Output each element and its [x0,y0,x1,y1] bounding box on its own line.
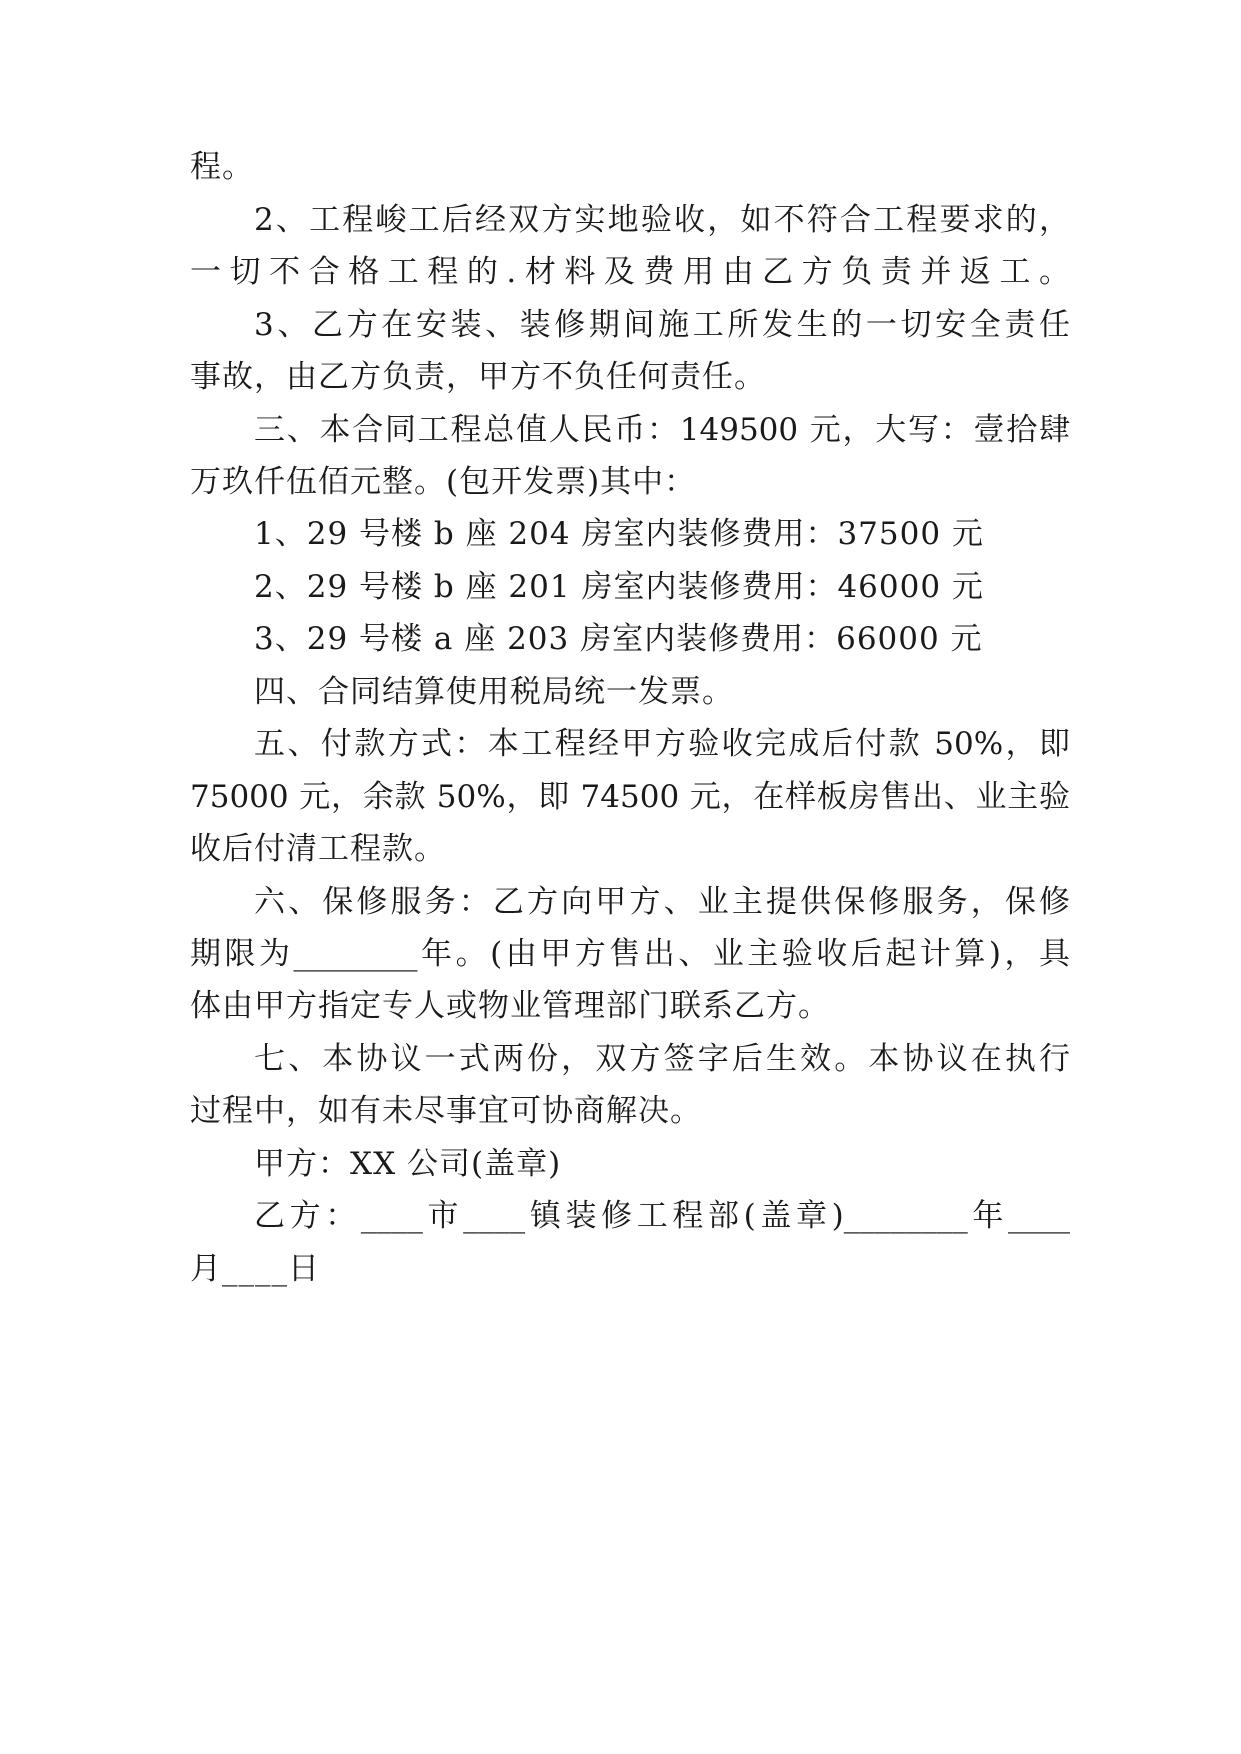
text-line: 1、29 号楼 b 座 204 房室内装修费用：37500 元 [254,516,984,552]
text-line: 期限为________年。(由甲方售出、业主验收后起计算)，具 [190,936,1070,972]
text-line: 事故，由乙方负责，甲方不负任何责任。 [190,359,766,395]
text-line: 三、本合同工程总值人民币：149500 元，大写：壹拾肆 [254,412,1070,448]
text-line: 2、29 号楼 b 座 201 房室内装修费用：46000 元 [254,569,984,605]
text-line: 七、本协议一式两份，双方签字后生效。本协议在执行 [254,1041,1070,1077]
text-line: 月____日 [190,1251,320,1287]
text-line: 2、工程峻工后经双方实地验收，如不符合工程要求的， [254,202,1070,238]
text-line: 过程中，如有未尽事宜可协商解决。 [190,1093,702,1129]
text-line: 五、付款方式：本工程经甲方验收完成后付款 50%，即 [254,726,1070,762]
text-line: 六、保修服务：乙方向甲方、业主提供保修服务，保修 [254,884,1070,920]
text-line: 一切不合格工程的.材料及费用由乙方负责并返工。 [190,254,1070,290]
text-line: 3、乙方在安装、装修期间施工所发生的一切安全责任 [254,307,1070,343]
text-line: 程。 [190,149,254,185]
text-line: 甲方：XX 公司(盖章) [254,1146,562,1182]
text-line: 万玖仟伍佰元整。(包开发票)其中： [190,464,697,500]
text-line: 体由甲方指定专人或物业管理部门联系乙方。 [190,988,830,1024]
text-line: 四、合同结算使用税局统一发票。 [254,674,734,710]
text-line: 收后付清工程款。 [190,831,446,867]
text-line: 乙方：____市____镇装修工程部(盖章)________年____ [254,1198,1070,1234]
text-line: 3、29 号楼 a 座 203 房室内装修费用：66000 元 [254,621,983,657]
text-line: 75000 元，余款 50%，即 74500 元，在样板房售出、业主验 [190,779,1070,815]
